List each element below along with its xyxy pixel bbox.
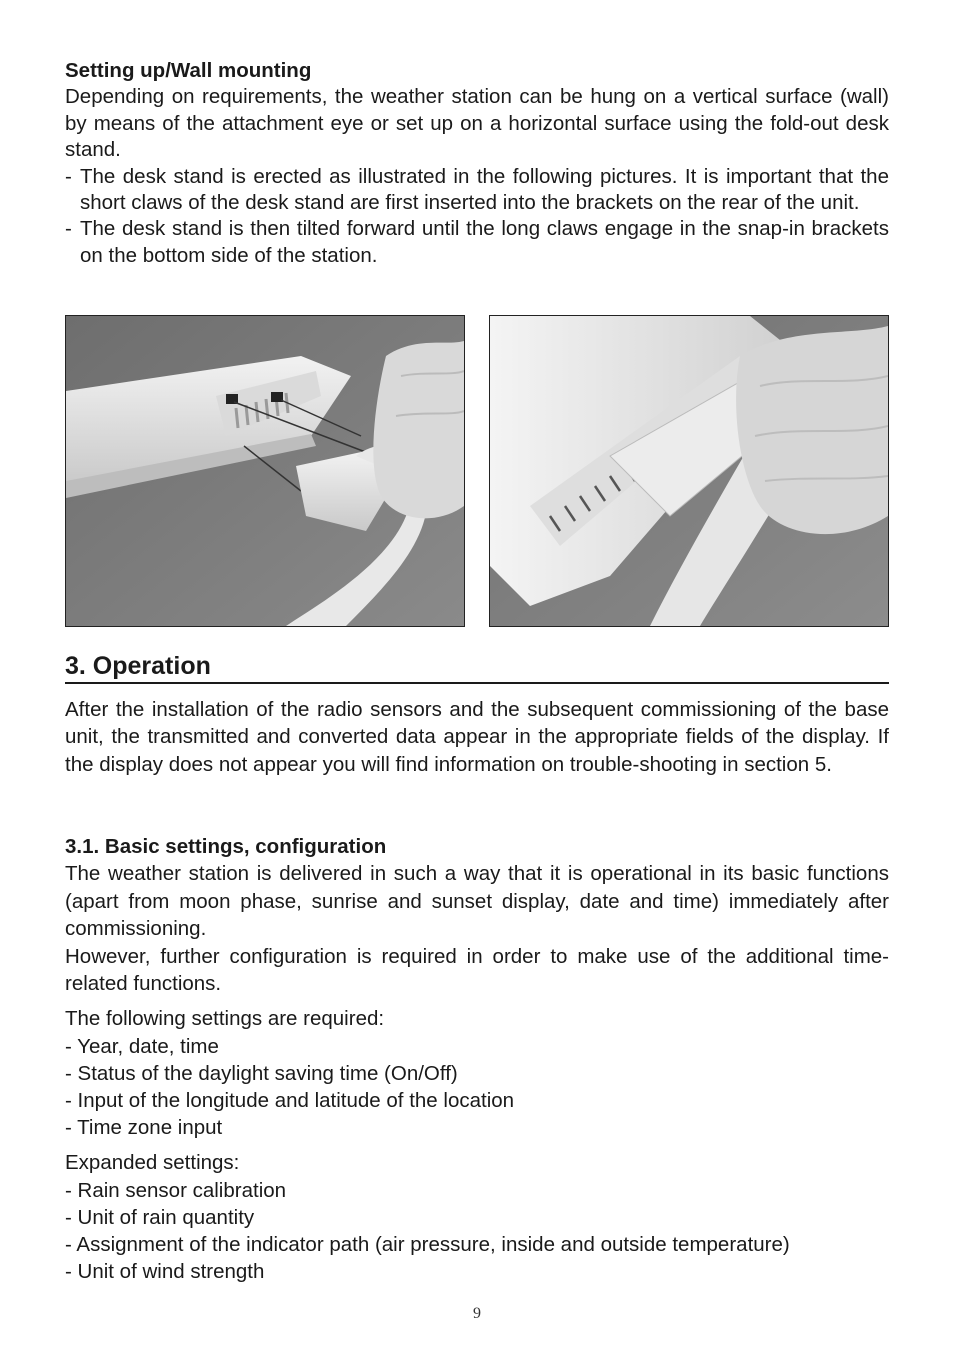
photo-stand-insert [65, 315, 465, 627]
setup-bullet-1: - The desk stand is erected as illustrated in the following pictures. It is important that the short claws of the desk stand are first inserted into the brackets on the rear of the unit. [65, 164, 889, 215]
setup-bullet-2: - The desk stand is then tilted forward until the long claws engage in the snap-in brackets on the bottom side of the station. [65, 217, 889, 267]
setup-heading: Setting up/Wall mounting [65, 59, 312, 82]
operation-section [65, 696, 889, 778]
required-label: The following settings are required: [65, 1007, 385, 1031]
required-item: - Input of the longitude and latitude of the location [65, 1089, 515, 1113]
operation-heading: 3. Operation [65, 650, 889, 684]
setup-section [65, 58, 889, 269]
basic-settings-para2: However, further configuration is required in order to make use of the additional time-related functions. [65, 944, 889, 996]
expanded-item: - Assignment of the indicator path (air pressure, inside and outside temperature) [65, 1233, 790, 1257]
basic-settings-para1: The weather station is delivered in such a way that it is operational in its basic functions (apart from moon phase, sunrise and sunset display, date and time) immediately after commissioning. [65, 862, 889, 941]
required-item: - Year, date, time [65, 1034, 219, 1058]
photo-row [65, 315, 889, 627]
expanded-item: - Rain sensor calibration [65, 1178, 287, 1202]
operation-intro: After the installation of the radio sensors and the subsequent commissioning of the base unit, the transmitted and converted data appear in the appropriate fields of the display. If the display does not appear you will find information on trouble-shooting in section 5. [65, 698, 889, 776]
photo-stand-tilt [489, 315, 889, 627]
basic-settings-section [65, 833, 889, 1285]
expanded-item: - Unit of rain quantity [65, 1205, 255, 1229]
setup-intro: Depending on requirements, the weather station can be hung on a vertical surface (wall) by means of the attachment eye or set up on a horizontal surface using the fold-out desk stand. [65, 85, 889, 162]
required-item: - Time zone input [65, 1116, 223, 1140]
required-item: - Status of the daylight saving time (On/Off) [65, 1061, 458, 1085]
expanded-item: - Unit of wind strength [65, 1260, 265, 1284]
basic-settings-heading: 3.1. Basic settings, configuration [65, 835, 387, 858]
page-number: 9 [473, 1305, 481, 1322]
expanded-label: Expanded settings: [65, 1151, 240, 1175]
